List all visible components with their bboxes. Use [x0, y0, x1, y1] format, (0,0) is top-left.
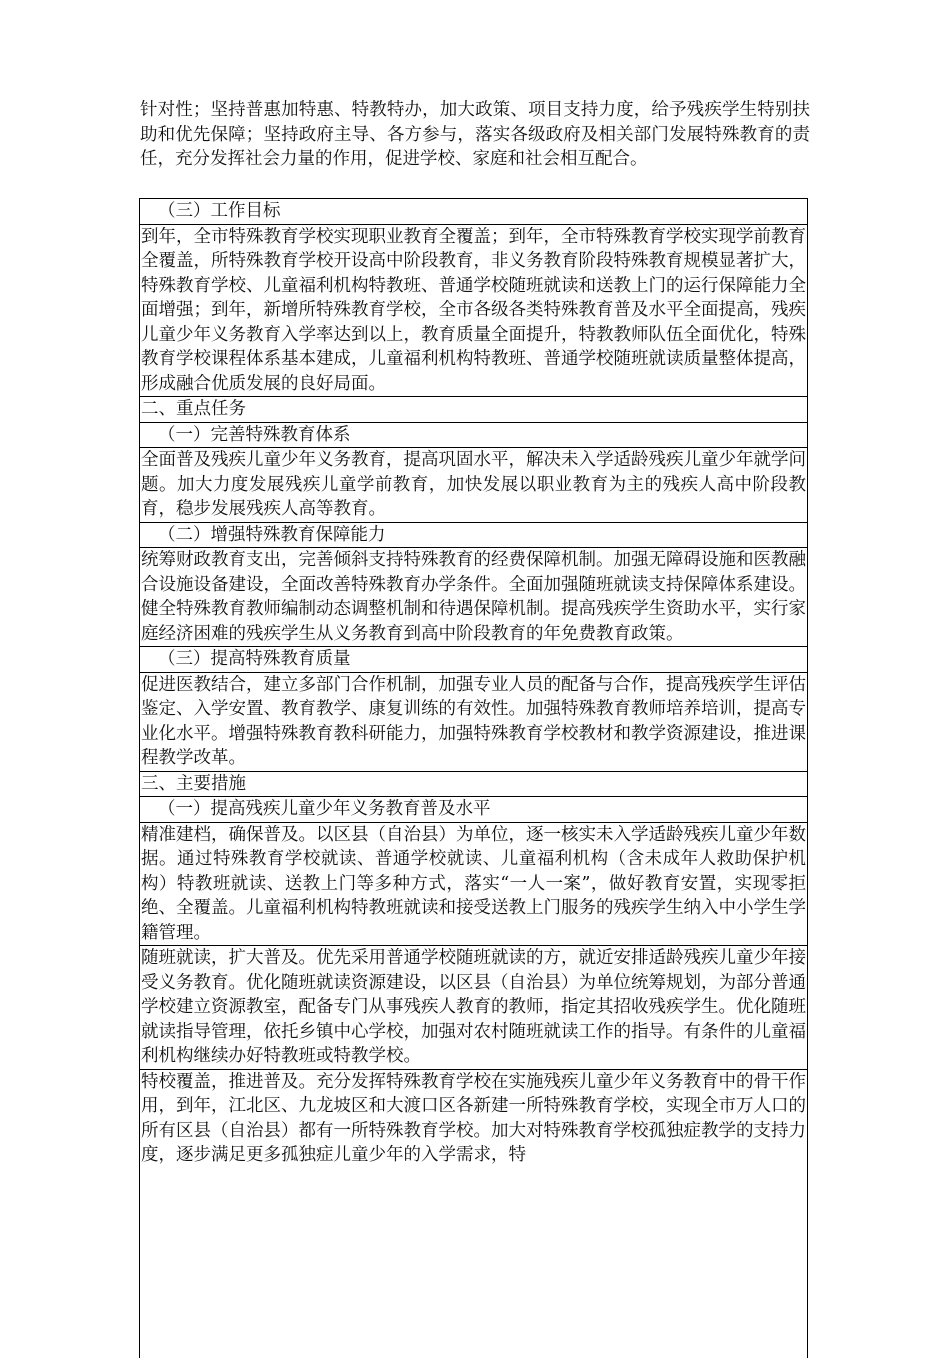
- row-system-body: [140, 447, 807, 522]
- row-work-goals-body: [140, 224, 807, 397]
- paragraph: 到年，全市特殊教育学校实现职业教育全覆盖；到年，全市特殊教育学校实现学前教育全覆盖，所特殊教育学校开设高中阶段教育，非义务教育阶段特殊教育规模显著扩大，特殊教育学校、儿童福利机构特教班、普通学校随班就读和送教上门的运行保障能力全面增强；到年，新增所特殊教育学校，全市各级各类特殊教育普及水平全面提高，残疾儿童少年义务教育入学率达到以上，教育质量全面提升，特教教师队伍全面优化，特殊教育学校课程体系基本建成，儿童福利机构特教班、普通学校随班就读质量整体提高，形成融合优质发展的良好局面。: [141, 226, 806, 394]
- row-guarantee-body: [140, 547, 807, 646]
- row-archive-body: [140, 822, 807, 946]
- intro-text-block: [140, 98, 810, 172]
- paragraph: 精准建档，确保普及。以区县（自治县）为单位，逐一核实未入学适龄残疾儿童少年数据。通过特殊教育学校就读、普通学校就读、儿童福利机构（含未成年人救助保护机构）特教班就读、送教上门等多种方式，落实“一人一案”，做好教育安置，实现零拒绝、全覆盖。儿童福利机构特教班就读和接受送教上门服务的残疾学生纳入中小学生学籍管理。: [141, 824, 806, 943]
- subheading: （三）工作目标: [158, 201, 281, 221]
- intro-paragraph: 针对性；坚持普惠加特惠、特教特办，加大政策、项目支持力度，给予残疾学生特别扶助和优先保障；坚持政府主导、各方参与，落实各级政府及相关部门发展特殊教育的责任，充分发挥社会力量的作用，促进学校、家庭和社会相互配合。: [140, 100, 810, 169]
- subheading: （一）提高残疾儿童少年义务教育普及水平: [158, 799, 491, 819]
- row-guarantee-heading: [140, 522, 807, 548]
- paragraph: 全面普及残疾儿童少年义务教育，提高巩固水平，解决未入学适龄残疾儿童少年就学问题。加大力度发展残疾儿童学前教育，加快发展以职业教育为主的残疾人高中阶段教育，稳步发展残疾人高等教育。: [141, 450, 806, 519]
- row-quality-heading: [140, 646, 807, 672]
- row-measures-heading: [140, 771, 807, 797]
- subheading: （二）增强特殊教育保障能力: [158, 524, 386, 545]
- row-work-goals-heading: [140, 199, 807, 224]
- row-key-tasks-heading: [140, 396, 807, 422]
- paragraph: 促进医教结合，建立多部门合作机制，加强专业人员的配备与合作，提高残疾学生评估鉴定、入学安置、教育教学、康复训练的有效性。加强特殊教育教师培养培训，提高专业化水平。增强特殊教育教科研能力，加强特殊教育学校教材和教学资源建设，推进课程教学改革。: [141, 674, 806, 768]
- section-heading: 三、主要措施: [141, 773, 246, 794]
- row-system-heading: [140, 422, 807, 448]
- row-special-school-body: [140, 1069, 807, 1168]
- paragraph: 统筹财政教育支出，完善倾斜支持特殊教育的经费保障机制。加强无障碍设施和医教融合设施设备建设，全面改善特殊教育办学条件。全面加强随班就读支持保障体系建设。健全特殊教育教师编制动态调整机制和待遇保障机制。提高残疾学生资助水平，实行家庭经济困难的残疾学生从义务教育到高中阶段教育的年免费教育政策。: [141, 550, 806, 644]
- subheading: （一）完善特殊教育体系: [158, 424, 351, 445]
- subheading: （三）提高特殊教育质量: [158, 649, 351, 669]
- paragraph: 随班就读，扩大普及。优先采用普通学校随班就读的方，就近安排适龄残疾儿童少年接受义务教育。优化随班就读资源建设，以区县（自治县）为单位统筹规划，为部分普通学校建立资源教室，配备专门从事残疾人教育的教师，指定其招收残疾学生。优化随班就读指导管理，依托乡镇中心学校，加强对农村随班就读工作的指导。有条件的儿童福利机构继续办好特教班或特教学校。: [141, 948, 806, 1066]
- row-inclusive-body: [140, 945, 807, 1069]
- row-quality-body: [140, 672, 807, 771]
- content-table: [139, 198, 808, 1358]
- section-heading: 二、重点任务: [141, 399, 246, 419]
- row-compulsory-heading: [140, 796, 807, 822]
- paragraph: 特校覆盖，推进普及。充分发挥特殊教育学校在实施残疾儿童少年义务教育中的骨干作用，到年，江北区、九龙坡区和大渡口区各新建一所特殊教育学校，实现全市万人口的所有区县（自治县）都有一所特殊教育学校。加大对特殊教育学校孤独症教学的支持力度，逐步满足更多孤独症儿童少年的入学需求，特: [141, 1071, 806, 1165]
